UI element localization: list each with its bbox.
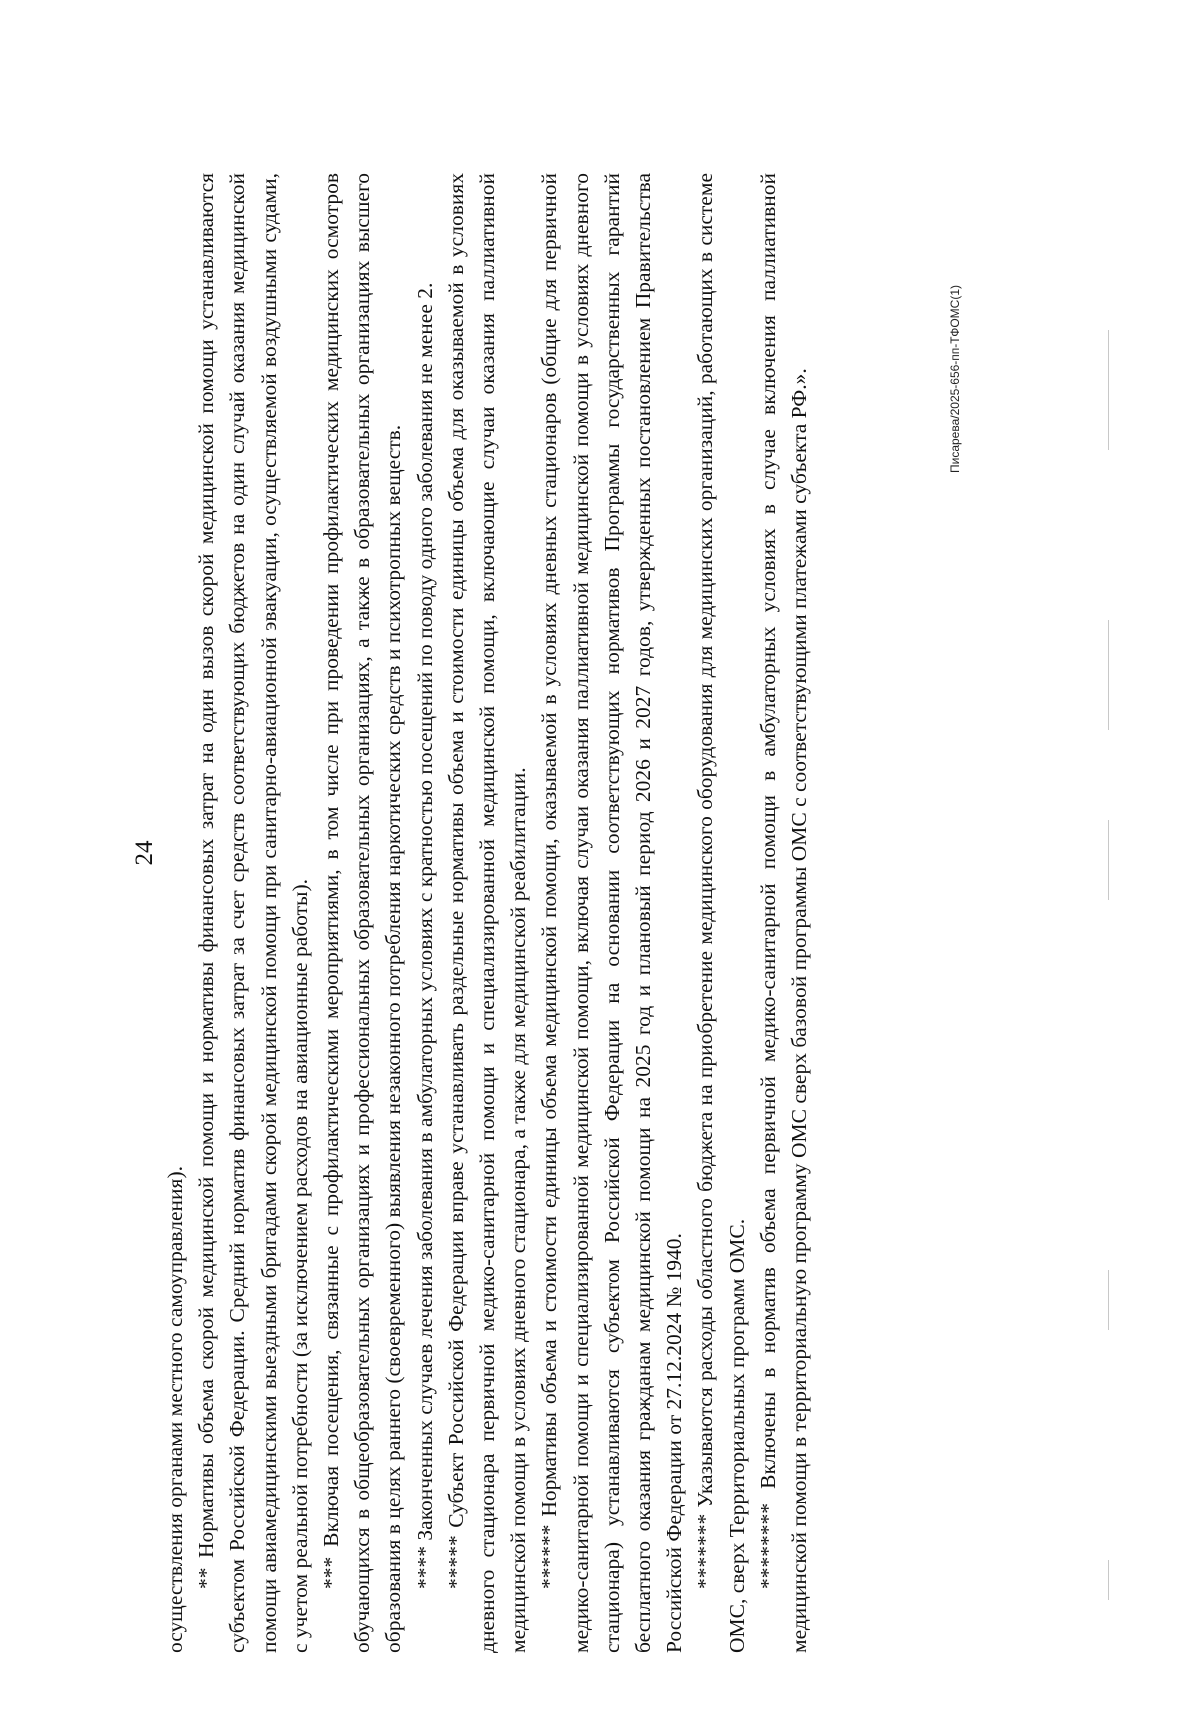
- paragraph-6: ******* Указываются расходы областного бюджета на приобретение медицинского оборудования для медицинских организаций, работающих в системе ОМС, сверх Территориальных программ ОМС.: [693, 173, 749, 1653]
- scan-mark: [1108, 620, 1109, 730]
- paragraph-4: ***** Субъект Российской Федерации вправе устанавливать раздельные нормативы объема и стоимости единицы объема для оказываемой в условиях дневного стационара первичной медико-санитарной помощи и специализированной медицинской помощи, включающие случаи оказания паллиативной медицинской помощи в условиях дневного стационара, а также для медицинской реабилитации.: [443, 173, 531, 1653]
- footer-code: Писарева/2025-656-пп-ТФОМС(1): [948, 284, 962, 473]
- scan-mark: [1108, 1560, 1109, 1600]
- paragraph-7: ******** Включены в норматив объема первичной медико-санитарной помощи в амбулаторных условиях в случае включения паллиативной медицинской помощи в территориальную программу ОМС сверх базовой программы ОМС с соответствующими платежами субъекта РФ.».: [755, 173, 812, 1653]
- scan-mark: [1108, 820, 1109, 900]
- paragraph-3: **** Законченных случаев лечения заболевания в амбулаторных условиях с кратностью посещений по поводу одного заболевания не менее 2.: [412, 282, 437, 1589]
- scan-mark: [1108, 330, 1109, 450]
- paragraph-1: ** Нормативы объема скорой медицинской помощи и нормативы финансовых затрат на один вызов скорой медицинской помощи устанавливаются субъектом Российской Федерации. Средний норматив финансовых затрат за счет средств соответствующих бюджетов на один случай оказания медицинской помощи авиамедицинскими выездными бригадами скорой медицинской помощи при санитарно-авиационной эвакуации, осуществляемой воздушными судами, с учетом реальной потребности (за исключением расходов на авиационные работы).: [194, 173, 312, 1653]
- page-number: 24: [131, 840, 158, 866]
- scan-mark: [1108, 1270, 1109, 1330]
- paragraph-0: осуществления органами местного самоуправления).: [163, 1166, 187, 1653]
- footnotes-body: [160, 173, 815, 1653]
- paragraph-2: *** Включая посещения, связанные с профилактическими мероприятиями, в том числе при проведении профилактических медицинских осмотров обучающихся в общеобразовательных организациях и профессиональных образовательных организациях, а также в образовательных организациях высшего образования в целях раннего (своевременного) выявления незаконного потребления наркотических средств и психотропных веществ.: [319, 173, 406, 1653]
- rotated-content: [130, 53, 962, 1653]
- paragraph-5: ****** Нормативы объема и стоимости единицы объема медицинской помощи, оказываемой в условиях дневных стационаров (общие для первичной медико-санитарной помощи и специализированной медицинской помощи, включая случаи оказания паллиативной медицинской помощи в условиях дневного стационара) устанавливаются субъектом Российской Федерации на основании соответствующих нормативов Программы государственных гарантий бесплатного оказания гражданам медицинской помощи на 2025 год и плановый период 2026 и 2027 годов, утвержденных постановлением Правительства Российской Федерации от 27.12.2024 № 1940.: [537, 173, 687, 1653]
